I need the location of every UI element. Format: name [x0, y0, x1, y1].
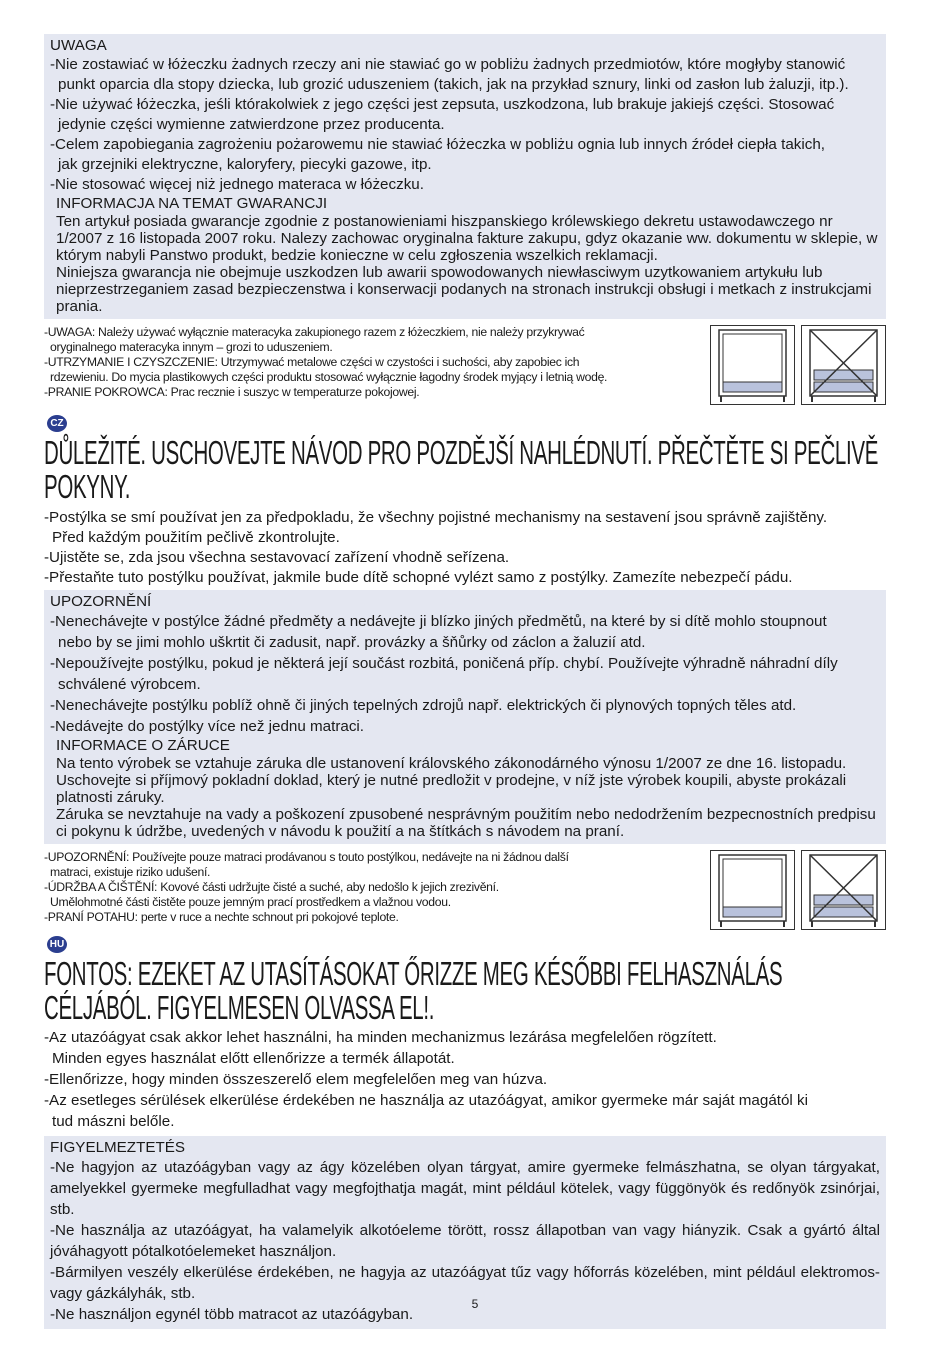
pl-warning-block: [44, 34, 886, 319]
page-number: 5: [471, 1297, 479, 1311]
cz-intro-3: -Přestaňte tuto postýlku používat, jakmile bude dítě schopné vylézt samo z postýlky. Zamezíte nebezpečí pádu.: [44, 569, 793, 586]
cz-warranty-text-2: Záruka se nevztahuje na vady a poškození zpusobené nesprávným použitím nebo nedodržením bezpecnostních predpisu ci pokynu k údržbe, uvedených v návodu k použití a na štítkách s návodem na praní.: [56, 806, 876, 840]
hu-warning-heading: FIGYELMEZTETÉS: [50, 1139, 186, 1156]
cz-warning-3: -Nenechávejte postýlku poblíž ohně či jiných tepelných zdrojů např. elektrických či plynových topných těles atd.: [50, 697, 797, 714]
cz-intro-1: -Postýlka se smí používat jen za předpokladu, že všechny pojistné mechanismy na sestavení jsou správně zajištěny. Před každým použitím pečlivě zkontrolujte.: [44, 509, 828, 546]
hu-warning-1: -Ne hagyjon az utazóágyban vagy az ágy közelében olyan tárgyat, amire gyermeke felmászhatna, se olyan tárgyakat, amelyekkel gyermeke megfulladhat vagy megfojthatja magát, mint például kötelek, vagy függönyök és redőnyök zsinórjai, stb.: [50, 1159, 880, 1218]
pl-warning-4: -Nie stosować więcej niż jednego materaca w łóżeczku.: [50, 176, 424, 193]
pl-warning-1: -Nie zostawiać w łóżeczku żadnych rzeczy ani nie stawiać go w pobliżu żadnych przedmiotów, które mogłyby stanowić punkt oparcia dla stopy dziecka, lub grozić uduszeniem (takich, jak na przykład sznury, linki od zasłon lub żaluzji, itp.).: [50, 56, 849, 93]
cot-correct-illustration: [710, 325, 795, 405]
pl-cot-figures: [710, 325, 886, 405]
hu-intro-2: -Ellenőrizze, hogy minden összeszerelő elem megfelelően meg van húzva.: [44, 1071, 548, 1088]
hu-intro: [44, 1027, 886, 1132]
cz-title: DŮLEŽITÉ. USCHOVEJTE NÁVOD PRO POZDĚJŠÍ NAHLÉDNUTÍ. PŘEČTĚTE SI PEČLIVĚ POKYNY.: [44, 434, 879, 505]
hu-title: FONTOS: EZEKET AZ UTASÍTÁSOKAT ŐRIZZE MEG KÉSŐBBI FELHASZNÁLÁS CÉLJÁBÓL. FIGYELMESEN OLVASSA EL!.: [44, 955, 783, 1026]
cot-incorrect-illustration: [801, 325, 886, 405]
pl-care-row: [44, 325, 886, 405]
cot-correct-illustration: [710, 850, 795, 930]
cz-cot-figures: [710, 850, 886, 930]
hu-intro-3: -Az esetleges sérülések elkerülése érdekében ne használja az utazóágyat, amikor gyermeke már saját magától ki tud mászni belőle.: [44, 1092, 808, 1130]
cz-warning-heading: UPOZORNĚNÍ: [50, 593, 152, 610]
cz-warning-block: [44, 590, 886, 844]
cz-care-notes: [44, 850, 694, 930]
pl-warranty-text-1: Ten artykuł posiada gwarancje zgodnie z postanowieniami hiszpanskiego królewskiego dekretu ustawodawczego nr 1/2007 z 16 listopada 2007 roku. Nalezy zachowac oryginalna fakture zakupu, gdyz okazanie ww. dokumentu w sklepie, w którym nabyli Panstwo produkt, bedzie konieczne w celu zgłoszenia wszelkich reklamacji.: [56, 213, 878, 264]
cz-warranty-text-1: Na tento výrobek se vztahuje záruka dle ustanovení královského zákonodárného výnosu 1/2007 ze dne 16. listopadu. Uschovejte si příjmový pokladní doklad, který je nutné predložit v prodejne, v níž jste výrobek koupili, abyste prokázali platnosti záruky.: [56, 755, 847, 806]
cot-incorrect-illustration: [801, 850, 886, 930]
cz-note-cleaning: -ÚDRŽBA A ČIŠTĚNÍ: Kovové části udržujte čisté a suché, aby nedošlo k jejich zrezivění. Umělohmotné části čistěte pouze jemným prací prostředkem a vlažnou vodou.: [44, 880, 499, 909]
cz-care-row: [44, 850, 886, 930]
cz-intro-2: -Ujistěte se, zda jsou všechna sestavovací zařízení vhodně seřízena.: [44, 549, 510, 566]
cz-note-mattress: -UPOZORNĚNÍ: Používejte pouze matraci prodávanou s touto postýlkou, nedávejte na ni žádnou další matraci, existuje riziko udušení.: [44, 850, 569, 879]
manual-page: [44, 34, 886, 1329]
pl-note-cleaning: -UTRZYMANIE I CZYSZCZENIE: Utrzymywać metalowe części w czystości i suchości, aby zapobiec ich rdzewieniu. Do mycia plastikowych części produktu stosować wyłącznie łagodny środek myjący i letnią wodę.: [44, 355, 608, 384]
hu-warning-4: -Ne használjon egynél több matracot az utazóágyban.: [50, 1306, 414, 1323]
pl-warranty-heading: INFORMACJA NA TEMAT GWARANCJI: [56, 195, 328, 212]
cz-note-washing: -PRANÍ POTAHU: perte v ruce a nechte schnout pri pokojové teplote.: [44, 910, 399, 924]
pl-care-notes: [44, 325, 694, 405]
hu-language-badge: HU: [47, 936, 67, 953]
hu-intro-1: -Az utazóágyat csak akkor lehet használni, ha minden mechanizmus lezárása megfelelően rögzített. Minden egyes használat előtt ellenőrizze a termék állapotát.: [44, 1029, 717, 1067]
pl-warning-2: -Nie używać łóżeczka, jeśli którakolwiek z jego części jest zepsuta, uszkodzona, lub brakuje jakiejś części. Stosować jedynie części wymienne zatwierdzone przez producenta.: [50, 96, 835, 133]
pl-warning-heading: UWAGA: [50, 37, 107, 54]
pl-warning-3: -Celem zapobiegania zagrożeniu pożarowemu nie stawiać łóżeczka w pobliżu ognia lub innych źródeł ciepła takich, jak grzejniki elektryczne, kaloryfery, piecyki gazowe, itp.: [50, 136, 825, 173]
cz-warranty-heading: INFORMACE O ZÁRUCE: [56, 737, 230, 754]
cz-language-badge: CZ: [47, 415, 67, 432]
hu-warning-3: -Bármilyen veszély elkerülése érdekében, ne hagyja az utazóágyat tűz vagy hőforrás közelében, mint például elektromos- vagy gázkályhák, stb.: [50, 1264, 880, 1302]
cz-warning-1: -Nenechávejte v postýlce žádné předměty a nedávejte ji blízko jiných předmětů, na které by si dítě mohlo stoupnout nebo by se jimi mohlo uškrtit či zadusit, např. provázky a šňůrky od záclon a žaluzií atd.: [50, 613, 827, 651]
pl-note-mattress: -UWAGA: Należy używać wyłącznie materacyka zakupionego razem z łóżeczkiem, nie należy przykrywać oryginalnego materacyka innym – grozi to uduszeniem.: [44, 325, 585, 354]
cz-warning-4: -Nedávejte do postýlky více než jednu matraci.: [50, 718, 365, 735]
cz-warning-2: -Nepoužívejte postýlku, pokud je některá její součást rozbitá, poničená příp. chybí. Používejte výhradně náhradní díly schválené výrobcem.: [50, 655, 838, 693]
pl-warranty-text-2: Niniejsza gwarancja nie obejmuje uszkodzen lub awarii spowodowanych niewłasciwym uzytkowaniem artykułu lub nieprzestrzeganiem zasad bezpieczenstwa i konserwacji podanych na stronach instrukcji obsługi i metkach z instrukcjami prania.: [56, 264, 872, 315]
hu-warning-2: -Ne használja az utazóágyat, ha valamelyik alkotóeleme törött, rossz állapotban van vagy hiányzik. Csak a gyártó által jóváhagyott pótalkotóelemeket használjon.: [50, 1222, 880, 1260]
pl-note-washing: -PRANIE POKROWCA: Prac recznie i suszyc w temperaturze pokojowej.: [44, 385, 420, 399]
